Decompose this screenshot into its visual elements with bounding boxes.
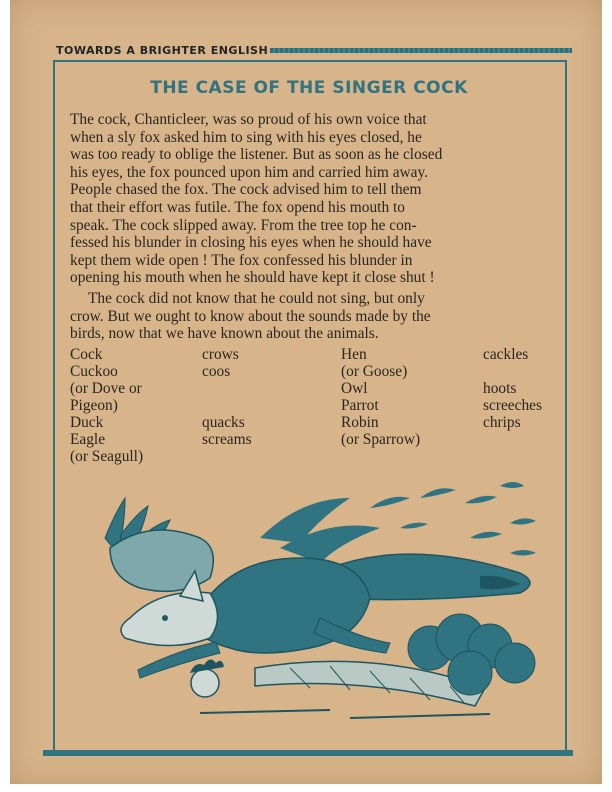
paragraph-line: People chased the fox. The cock advised him to tell them — [70, 181, 422, 199]
bird-name: Eagle — [70, 431, 106, 448]
bird-name: (or Goose) — [341, 363, 408, 380]
bird-name: Duck — [70, 414, 104, 431]
bird-sound: screeches — [483, 397, 542, 414]
bird-name: (or Seagull) — [70, 448, 144, 465]
bird-name: Cuckoo — [70, 363, 118, 380]
bird-sound: chrips — [483, 414, 521, 431]
paragraph-line: The cock, Chanticleer, was so proud of his own voice that — [70, 111, 427, 128]
paragraph-line: The cock did not know that he could not sing, but only — [88, 290, 425, 307]
story-paragraph-1 — [70, 111, 552, 287]
paragraph-line: when a sly fox asked him to sing with his eyes closed, he — [70, 128, 422, 146]
bottom-rule — [43, 750, 573, 756]
paragraph-line: was too ready to oblige the listener. But as soon as he closed — [70, 146, 443, 164]
bird-name: (or Sparrow) — [341, 431, 421, 448]
story-title: THE CASE OF THE SINGER COCK — [150, 78, 468, 98]
bird-sound: coos — [202, 363, 231, 380]
bird-name: (or Dove or — [70, 380, 142, 397]
paragraph-line: birds, now that we have known about the animals. — [70, 325, 379, 343]
bird-name: Owl — [341, 380, 368, 397]
story-paragraph-2 — [70, 290, 552, 343]
paragraph-line: fessed his blunder in closing his eyes when he should have — [70, 234, 432, 252]
bird-name: Parrot — [341, 397, 379, 414]
paragraph-line: opening his mouth when he should have kept it close shut ! — [70, 269, 435, 287]
running-head-rule — [270, 48, 572, 53]
paragraph-line: kept them wide open ! The fox confessed his blunder in — [70, 251, 413, 269]
bird-sound: cackles — [483, 346, 529, 363]
bird-sound: crows — [202, 346, 239, 363]
bird-name: Hen — [341, 346, 367, 363]
bird-sound: hoots — [483, 380, 517, 397]
bird-name: Pigeon) — [70, 397, 118, 414]
book-page — [10, 0, 602, 784]
paragraph-line: crow. But we ought to know about the sounds made by the — [70, 307, 431, 325]
paragraph-line: his eyes, the fox pounced upon him and carried him away. — [70, 163, 429, 181]
bird-sound: screams — [202, 431, 252, 448]
paragraph-line: that their effort was futile. The fox opend his mouth to — [70, 198, 405, 216]
bird-name: Cock — [70, 346, 103, 363]
running-head: TOWARDS A BRIGHTER ENGLISH — [56, 44, 269, 57]
bird-sound: quacks — [202, 414, 245, 431]
bird-name: Robin — [341, 414, 379, 431]
paragraph-line: speak. The cock slipped away. From the tree top he con- — [70, 216, 417, 234]
fox-carrying-cock-illustration — [70, 478, 550, 743]
